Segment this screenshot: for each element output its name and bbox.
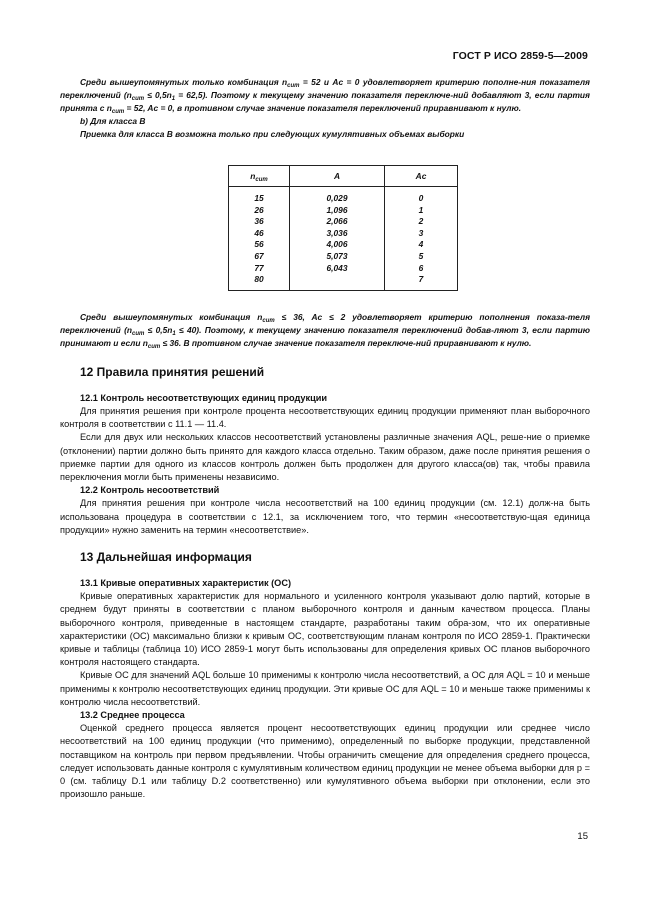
section-13-2-paragraph-1: Оценкой среднего процесса является процент несоответствующих единиц продукции или среднее число несоответствий на 100 единиц продукции (что применимо), определенный по выборке продукции, представленной поставщиком на контроль при первом предъявлении. Чтобы ограничить смещение для определения среднего процесса, следует использовать данные контроля с кумулятивным количеством единиц продукции не менее объема выборки для p = 0 (см. таблицу D.1 или таблицу D.2 соответственно) или кумулятивного объема выборки при отклонении, если это произошло раньше. [60,723,590,800]
cell-a-values: 0,029 1,096 2,066 3,036 4,006 5,073 6,043 [290,187,385,291]
page-number: 15 [577,831,588,842]
document-header: ГОСТ Р ИСО 2859-5—2009 [452,50,588,62]
section-13-title: 13 Дальнейшая информация [80,549,252,564]
table-row [229,187,458,291]
section-12-1-paragraph-1: Для принятия решения при контроле процента несоответствующих единиц продукции применяют план выборочного контроля в соответствии с 11.1 — 11.4. [60,405,590,430]
section-12-title: 12 Правила принятия решений [80,364,265,379]
header-a: A [290,166,385,187]
class-b-intro: Приемка для класса B возможна только при следующих кумулятивных объемах выборки [80,129,465,139]
table-header-row [229,166,458,187]
cell-ac-values: 0 1 2 3 4 5 6 7 [385,187,458,291]
section-13-1-title: 13.1 Кривые оперативных характеристик (ОС) [80,577,292,588]
section-13-1-paragraph-1: Кривые оперативных характеристик для нормального и усиленного контроля указывают долю партий, которые в среднем будут приняты в соответствии с планом выборочного контроля и данным качеством процесса. Планы выборочного контроля, приведенные в настоящем стандарте, разработаны таким обра-зом, что их оперативные характеристики (ОС) максимально близки к кривым ОС, соответствующим планам контроля по ИСО 2859-1. Практически кривые и таблицы (таблица 10) ИСО 2859-1 могут быть использованы для определения кривых ОС планов выборочного контроля настоящего стандарта. [60,591,590,668]
section-12-1-paragraph-2: Если для двух или нескольких классов несоответствий установлены различные значения AQL, реше-ние о приемке (отклонении) партии должно быть принято для каждого класса отдельно. Таким образом, даже после принятия решения о приемке партии для одного из классов контроль должен быть продолжен для другого класса(ов) так, чтобы правила переключения могли быть применены независимо. [60,432,591,482]
combination-paragraph-b: Среди вышеупомянутых комбинация $n_{cum} \le 36$, Ac ≤ 2 удовлетворяет критерию пополнения показа-теля переключений $(n_{cum} \le 0,5n_1 \le 40)$. Поэтому, к текущему значению показателя переключений добав-ляют 3, если партию принимают и если $n_{cum} \le 36$. В противном случае значение показателя переключе-ний приравнивают к нулю. [60,311,590,350]
page-content [60,76,590,801]
section-13-1-paragraph-2: Кривые ОС для значений AQL больше 10 применимы к контролю числа несоответствий, а ОС для AQL = 10 и меньше применимы к контролю несоответствующих единиц продукции. Эти кривые ОС для AQL = 10 и меньше также применимы к контролю числа несоответствий. [60,670,590,707]
class-b-heading: b) Для класса B [80,116,146,126]
header-ac: Ac [385,166,458,187]
acceptance-table-class-b [228,165,458,291]
section-12-1-title: 12.1 Контроль несоответствующих единиц продукции [80,392,328,403]
section-12-2-paragraph-1: Для принятия решения при контроле числа несоответствий на 100 единиц продукции (см. 12.1) долж-на быть использована процедура в соответствии с 12.1, за исключением того, что термин «несоответствую-щая единица продукции» нужно заменить на термин «несоответствие». [60,498,590,535]
cell-ncum-values: 15 26 36 46 56 67 77 80 [229,187,290,291]
header-ncum: $n_{cum}$ [229,166,290,187]
section-13-2-title: 13.2 Среднее процесса [80,710,185,721]
section-12-2-title: 12.2 Контроль несоответствий [80,485,220,496]
combination-paragraph-a: Среди вышеупомянутых только комбинация $n_{cum} = 52$ и Ac = 0 удовлетворяет критерию пополне-ния показателя переключений $(n_{cum} \le 0,5n_1 = 62,5)$. Поэтому к текущему значению показателя переключе-ний добавляют 3, если партия принята с $n_{cum} = 52$, Ac = 0, в противном случае значение показателя переключений приравнивают к нулю. [60,77,590,115]
